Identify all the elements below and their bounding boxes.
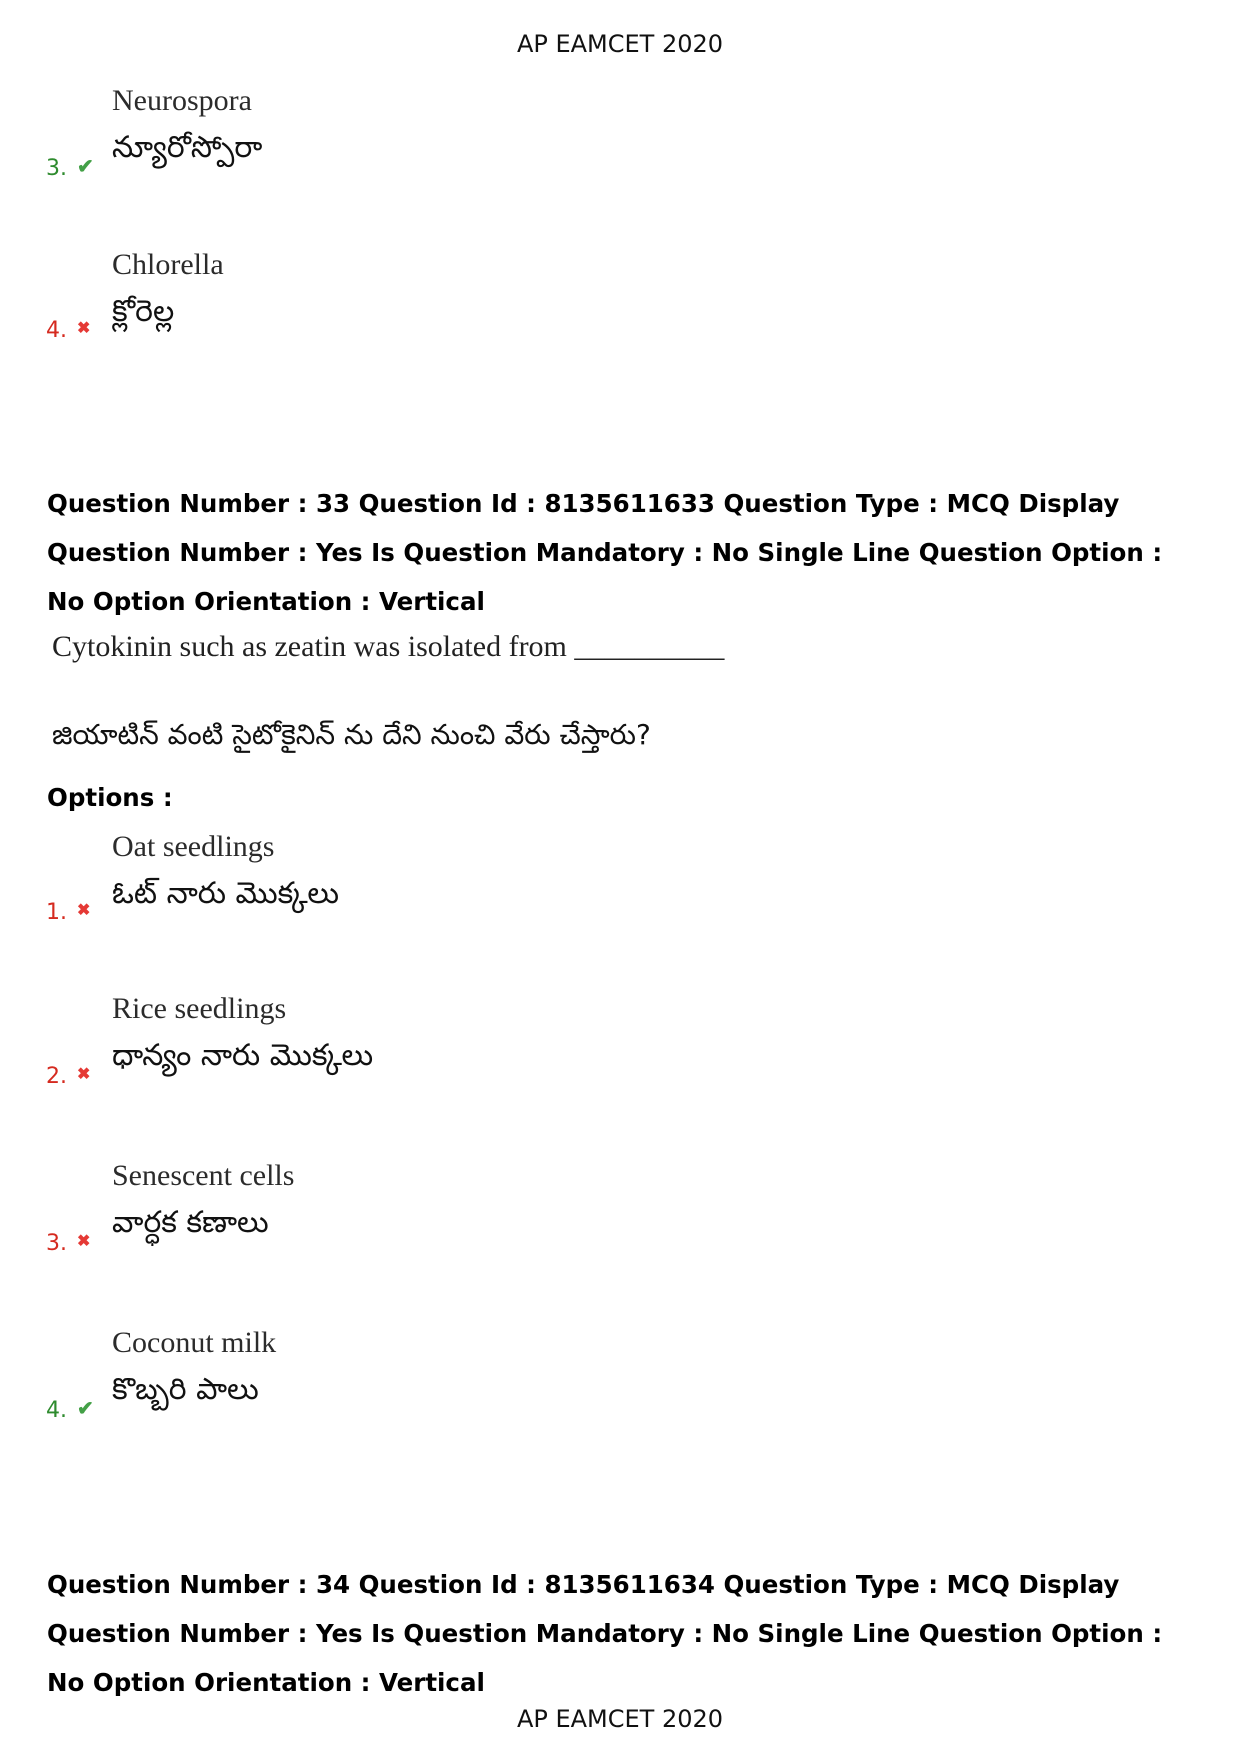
option-number: 3. <box>46 156 67 181</box>
question-text-english: Cytokinin such as zeatin was isolated from __________ <box>52 630 725 663</box>
option-telugu: ధాన్యం నారు మొక్కలు <box>112 1038 374 1073</box>
question-33-meta: Question Number : 33 Question Id : 8135611633 Question Type : MCQ Display Question Number : Yes Is Question Mandatory : No Single Line Question Option : No Option Orientation : Vertical <box>47 489 1163 616</box>
option-english: Oat seedlings <box>112 830 275 863</box>
option-number: 4. <box>46 1398 67 1423</box>
option-telugu: న్యూరోస్పోరా <box>112 130 263 165</box>
option-english: Chlorella <box>112 248 224 281</box>
option-number: 3. <box>46 1231 67 1256</box>
check-icon: ✔ <box>77 156 94 178</box>
option-telugu: ఓట్ నారు మొక్కలు <box>112 876 339 911</box>
page-header: AP EAMCET 2020 <box>516 30 724 58</box>
page-footer: AP EAMCET 2020 <box>516 1705 724 1733</box>
option-number: 4. <box>46 318 67 343</box>
prev-option-3 <box>46 84 746 204</box>
option-2 <box>46 992 746 1112</box>
option-english: Rice seedlings <box>112 992 287 1025</box>
cross-icon: ✖ <box>77 1066 91 1083</box>
option-number: 1. <box>46 900 67 925</box>
option-english: Neurospora <box>112 84 252 117</box>
option-number: 2. <box>46 1064 67 1089</box>
option-telugu: వార్ధక కణాలు <box>112 1205 269 1240</box>
question-text-telugu: జియాటిన్ వంటి సైటోకైనిన్ ను దేని నుంచి వేరు చేస్తారు? <box>52 718 651 751</box>
option-english: Senescent cells <box>112 1159 295 1192</box>
check-icon: ✔ <box>77 1398 94 1420</box>
cross-icon: ✖ <box>77 320 91 337</box>
question-34-meta: Question Number : 34 Question Id : 8135611634 Question Type : MCQ Display Question Number : Yes Is Question Mandatory : No Single Line Question Option : No Option Orientation : Vertical <box>47 1570 1163 1697</box>
prev-option-4 <box>46 248 746 368</box>
cross-icon: ✖ <box>77 1233 91 1250</box>
option-4 <box>46 1326 746 1446</box>
option-3 <box>46 1159 746 1279</box>
option-telugu: కొబ్బరి పాలు <box>112 1372 259 1407</box>
option-english: Coconut milk <box>112 1326 277 1359</box>
cross-icon: ✖ <box>77 902 91 919</box>
option-telugu: క్లోరెల్ల <box>112 294 175 329</box>
options-label: Options : <box>47 783 173 812</box>
option-1 <box>46 830 746 950</box>
